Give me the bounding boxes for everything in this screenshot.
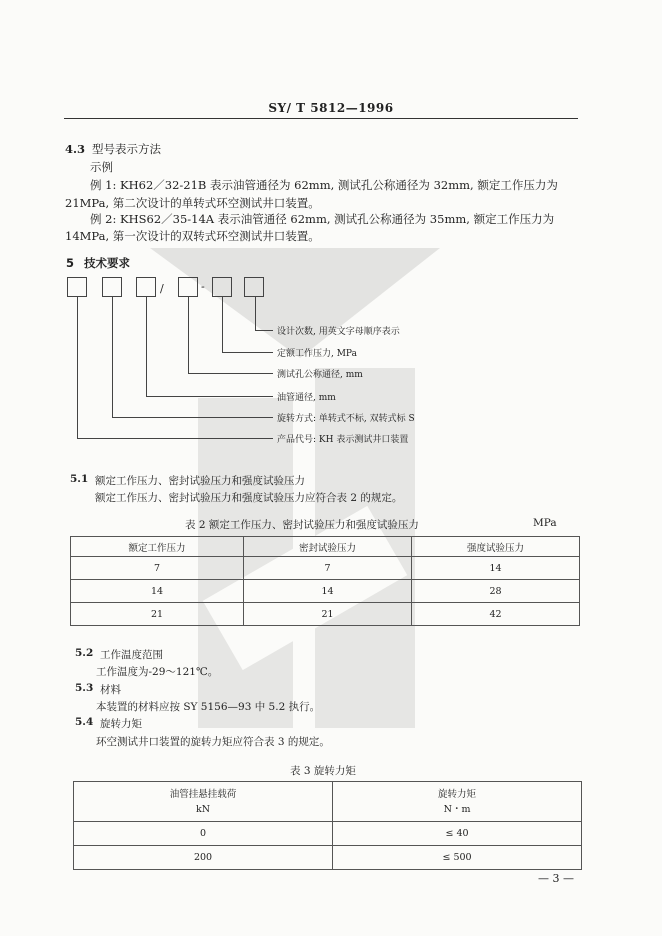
ex1-line1: 例 1: KH62／32-21B 表示油管通径为 62mm, 测试孔公称通径为 32mm, 额定工作压力为: [90, 178, 558, 192]
sec52-body: 工作温度为-29～121℃。: [96, 666, 219, 678]
slash-separator: /: [160, 282, 164, 295]
table3-header-load: 油管挂悬挂载荷 kN: [74, 782, 333, 822]
table2-header: 强度试验压力: [412, 537, 580, 557]
diagram-label-test-bore: 测试孔公称通径, mm: [277, 370, 363, 380]
sec43-number: 4.3: [65, 142, 86, 156]
header-rule: [64, 118, 578, 119]
table3: [73, 781, 582, 870]
sec5-number: 5: [66, 256, 75, 270]
table2-cell: 7: [71, 557, 244, 580]
dash-separator: -: [201, 280, 205, 293]
code-box-3: [136, 277, 156, 297]
diagram-label-product: 产品代号: KH 表示测试井口装置: [277, 435, 409, 445]
sec43-sub: 示例: [90, 160, 113, 174]
table2-cell: 21: [244, 603, 412, 626]
table3-cell: ≤ 500: [333, 846, 582, 870]
diagram-label-tubing: 油管通径, mm: [277, 393, 336, 403]
table2-cell: 28: [412, 580, 580, 603]
table3-cell: 200: [74, 846, 333, 870]
table2-cell: 14: [412, 557, 580, 580]
page-number: — 3 —: [538, 872, 574, 885]
sec51-title: 额定工作压力、密封试验压力和强度试验压力: [95, 475, 305, 487]
sec51-body: 额定工作压力、密封试验压力和强度试验压力应符合表 2 的规定。: [95, 492, 403, 504]
code-box-4: [178, 277, 198, 297]
code-box-2: [102, 277, 122, 297]
table2-caption: 表 2 额定工作压力、密封试验压力和强度试验压力: [185, 519, 419, 531]
sec53-body: 本装置的材料应按 SY 5156—93 中 5.2 执行。: [96, 701, 321, 713]
table2: [70, 536, 580, 626]
watermark-logo: [150, 248, 440, 728]
code-box-6: [244, 277, 264, 297]
diagram-label-pressure: 定额工作压力, MPa: [277, 349, 357, 359]
sec53-title: 材料: [100, 684, 121, 696]
table2-header: 密封试验压力: [244, 537, 412, 557]
table2-header: 额定工作压力: [71, 537, 244, 557]
sec5-title: 技术要求: [84, 256, 130, 270]
diagram-label-design: 设计次数, 用英文字母顺序表示: [277, 327, 400, 337]
table2-cell: 14: [244, 580, 412, 603]
sec54-title: 旋转力矩: [100, 718, 142, 730]
ex2-line1: 例 2: KHS62／35-14A 表示油管通径 62mm, 测试孔公称通径为 35mm, 额定工作压力为: [90, 212, 555, 226]
sec54-number: 5.4: [75, 716, 94, 728]
sec52-number: 5.2: [75, 647, 94, 659]
ex2-line2: 14MPa, 第一次设计的双转式环空测试井口装置。: [65, 229, 320, 243]
table2-cell: 42: [412, 603, 580, 626]
diagram-label-rotation: 旋转方式: 单转式不标, 双转式标 S: [277, 414, 415, 424]
ex1-line2: 21MPa, 第二次设计的单转式环空测试井口装置。: [65, 196, 320, 210]
table3-caption: 表 3 旋转力矩: [290, 765, 356, 777]
table3-header-torque: 旋转力矩 N・m: [333, 782, 582, 822]
sec52-title: 工作温度范围: [100, 649, 163, 661]
sec54-body: 环空测试井口装置的旋转力矩应符合表 3 的规定。: [96, 736, 330, 748]
sec43-title: 型号表示方法: [92, 142, 161, 156]
sec53-number: 5.3: [75, 682, 94, 694]
table2-cell: 14: [71, 580, 244, 603]
code-box-1: [67, 277, 87, 297]
page-header: SY/ T 5812—1996: [268, 101, 394, 115]
table2-cell: 7: [244, 557, 412, 580]
table3-cell: ≤ 40: [333, 822, 582, 846]
table2-cell: 21: [71, 603, 244, 626]
table2-unit: MPa: [533, 517, 557, 529]
table3-cell: 0: [74, 822, 333, 846]
code-box-5: [212, 277, 232, 297]
sec51-number: 5.1: [70, 473, 89, 485]
